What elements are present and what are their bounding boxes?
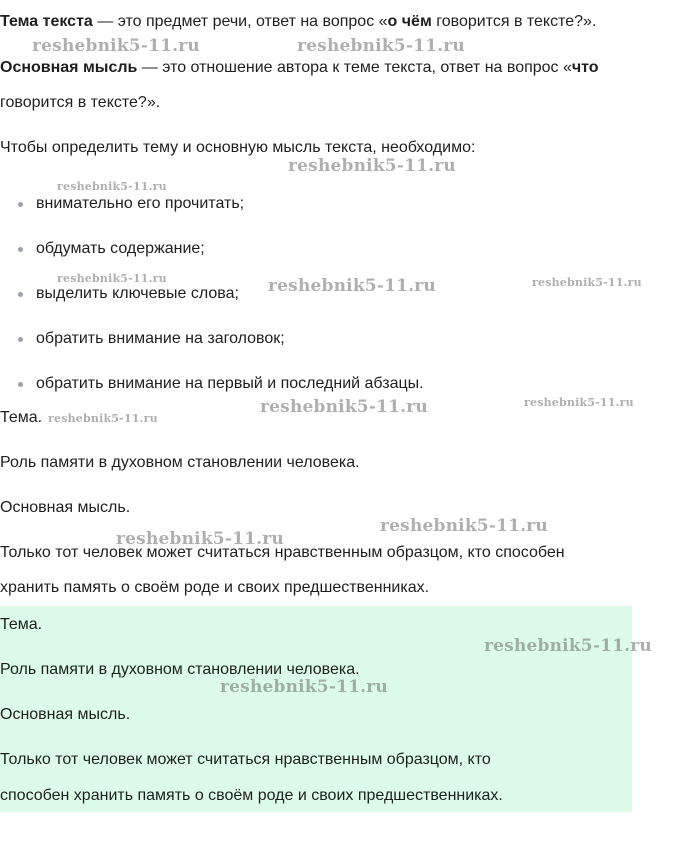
bullet-icon: [18, 337, 23, 342]
topic-definition-end: говорится в тексте?».: [431, 13, 597, 30]
bullet-icon: [18, 202, 23, 207]
topic-definition: [0, 12, 596, 32]
idea-question: что: [571, 59, 599, 76]
watermark: reshebnik5-11.ru: [484, 636, 652, 656]
topic-question: о чём: [387, 13, 432, 30]
example-topic-text: Роль памяти в духовном становлении человека.: [0, 454, 360, 471]
watermark: reshebnik5-11.ru: [57, 272, 167, 285]
bullet-icon: [18, 382, 23, 387]
topic-definition-text: — это предмет речи, ответ на вопрос «: [92, 13, 388, 30]
watermark: reshebnik5-11.ru: [380, 516, 548, 536]
list-item-text: обратить внимание на заголовок;: [36, 330, 285, 347]
watermark: reshebnik5-11.ru: [268, 276, 436, 296]
example-idea-label: Основная мысль.: [0, 499, 131, 516]
answer-idea-label: Основная мысль.: [0, 706, 131, 723]
watermark: reshebnik5-11.ru: [116, 529, 284, 549]
idea-definition: [0, 58, 599, 78]
watermark: reshebnik5-11.ru: [32, 36, 200, 56]
topic-term: Тема текста: [0, 13, 93, 30]
idea-term: Основная мысль: [0, 59, 138, 76]
watermark: reshebnik5-11.ru: [260, 397, 428, 417]
watermark: reshebnik5-11.ru: [57, 180, 167, 193]
watermark: reshebnik5-11.ru: [48, 412, 158, 425]
list-item-text: обратить внимание на первый и последний абзацы.: [36, 375, 424, 392]
watermark: reshebnik5-11.ru: [220, 677, 388, 697]
idea-definition-line2: говорится в тексте?».: [0, 94, 161, 111]
list-item-text: обдумать содержание;: [36, 240, 205, 257]
watermark: reshebnik5-11.ru: [532, 276, 642, 289]
example-idea-line2: хранить память о своём роде и своих предшественниках.: [0, 579, 430, 596]
example-topic-label: Тема.: [0, 409, 43, 426]
watermark: reshebnik5-11.ru: [524, 396, 634, 409]
example-idea-line1: Только тот человек может считаться нравственным образцом, кто способен: [0, 544, 565, 561]
list-item-text: выделить ключевые слова;: [36, 285, 239, 302]
watermark: reshebnik5-11.ru: [288, 156, 456, 176]
howto-intro: Чтобы определить тему и основную мысль текста, необходимо:: [0, 139, 476, 156]
answer-topic-label: Тема.: [0, 616, 43, 633]
answer-topic-text: Роль памяти в духовном становлении человека.: [0, 661, 360, 678]
list-item-text: внимательно его прочитать;: [36, 195, 245, 212]
idea-definition-text: — это отношение автора к теме текста, ответ на вопрос «: [137, 59, 572, 76]
answer-idea-line2: способен хранить память о своём роде и своих предшественниках.: [0, 787, 503, 804]
bullet-icon: [18, 292, 23, 297]
answer-idea-line1: Только тот человек может считаться нравственным образцом, кто: [0, 751, 491, 768]
watermark: reshebnik5-11.ru: [297, 36, 465, 56]
bullet-icon: [18, 247, 23, 252]
